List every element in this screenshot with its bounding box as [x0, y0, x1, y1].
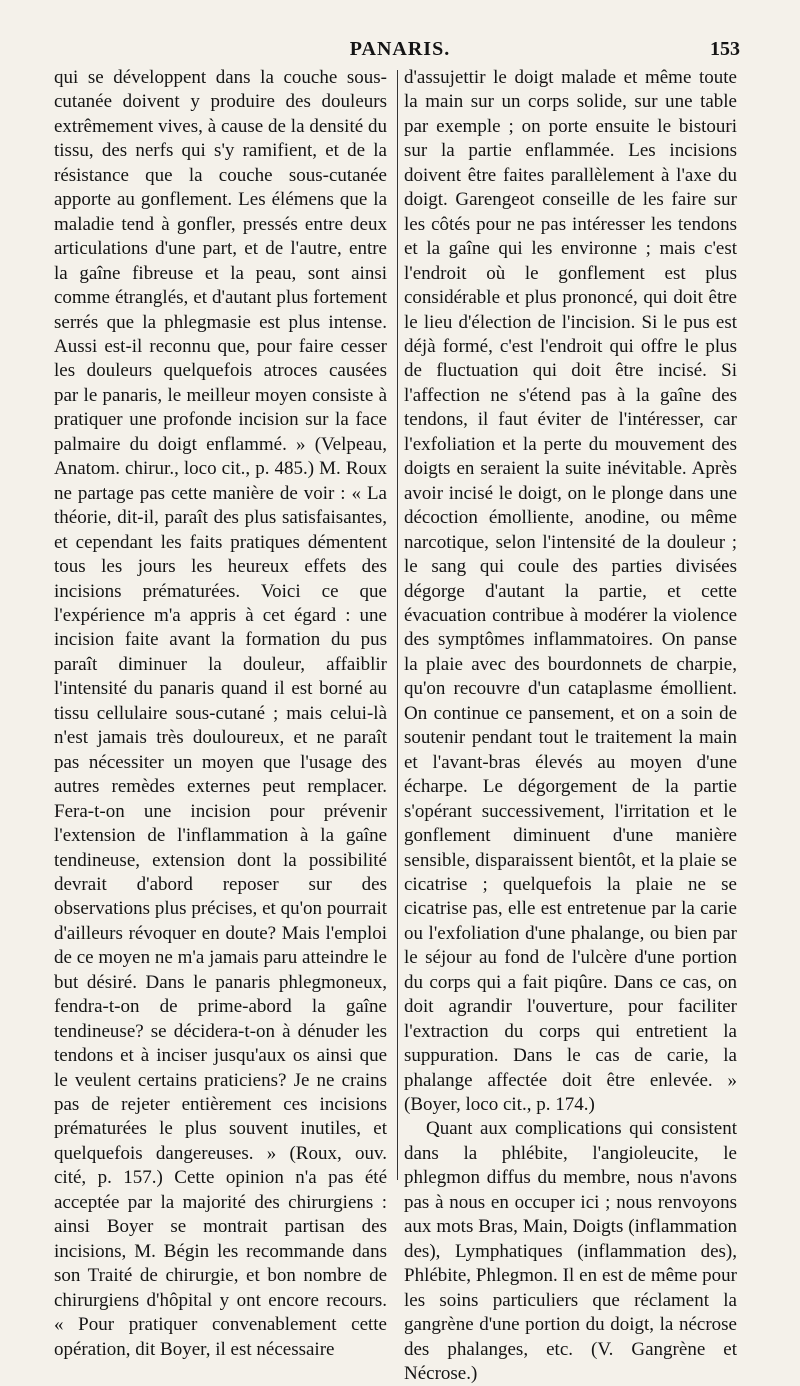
- page-number: 153: [710, 38, 740, 60]
- left-column-text: qui se développent dans la couche sous-cutanée doivent y produire des douleurs extrêmement vives, à cause de la densité du tissu, des nerfs qui s'y ramifient, et de la résistance que la couche sous-cutanée apporte au gonflement. Les élémens que la maladie tend à gonfler, pressés entre deux articulations d'une part, et de l'autre, entre la gaîne fibreuse et la peau, sont ainsi comme étranglés, et d'autant plus fortement serrés que la phlegmasie est plus intense. Aussi est-il reconnu que, pour faire cesser les douleurs quelquefois atroces causées par le panaris, le meilleur moyen consiste à pratiquer une profonde incision sur la face palmaire du doigt enflammé. » (Velpeau, Anatom. chirur., loco cit., p. 485.) M. Roux ne partage pas cette manière de voir : « La théorie, dit-il, paraît des plus satisfaisantes, et cependant les faits pratiques démentent tous les jours les heureux effets des incisions prématurées. Voici ce que l'expérience m'a appris à cet égard : une incision faite avant la formation du pus paraît diminuer la douleur, affaiblir l'intensité du panaris quand il est borné au tissu cellulaire sous-cutané ; mais celui-là n'est jamais très douloureux, et ne paraît pas nécessiter un moyen que l'usage des autres remèdes externes peut remplacer. Fera-t-on une incision pour prévenir l'extension de l'inflammation à la gaîne tendineuse, extension dont la possibilité devrait d'abord reposer sur des observations plus précises, et qu'on pourrait d'ailleurs révoquer en doute? Mais l'emploi de ce moyen ne m'a jamais paru atteindre le but désiré. Dans le panaris phlegmoneux, fendra-t-on de prime-abord la gaîne tendineuse? se décidera-t-on à dénuder les tendons et à inciser jusqu'aux os ainsi que le veulent certains praticiens? Je ne crains pas de rejeter entièrement ces incisions prématurées le plus souvent inutiles, et quelquefois dangereuses. » (Roux, ouv. cité, p. 157.) Cette opinion n'a pas été acceptée par la majorité des chirurgiens : ainsi Boyer se montrait partisan des incisions, M. Bégin les recommande dans son Traité de chirurgie, et bon nombre de chirurgiens d'hôpital y ont encore recours. « Pour pratiquer convenablement cette opération, dit Boyer, il est nécessaire: [54, 67, 387, 1360]
- right-column-paragraph-2: Quant aux complications qui consistent dans la phlébite, l'angioleucite, le phlegmon diffus du membre, nous n'avons pas à nous en occuper ici ; nous renvoyons aux mots Bras, Main, Doigts (inflammation des), Lymphatiques (inflammation des), Phlébite, Phlegmon. Il en est de même pour les soins particuliers que réclament la gangrène d'une portion du doigt, la nécrose des phalanges, etc. (V. Gangrène et Nécrose.): [404, 1118, 737, 1385]
- page-header: [60, 38, 740, 68]
- column-divider: [397, 70, 398, 1180]
- left-column: [54, 66, 387, 1362]
- right-column: [404, 66, 737, 1386]
- running-title: PANARIS.: [349, 38, 451, 60]
- right-column-paragraph-1: d'assujettir le doigt malade et même toute la main sur un corps solide, sur une table par exemple ; on porte ensuite le bistouri sur la partie enflammée. Les incisions doivent être faites parallèlement à l'axe du doigt. Garengeot conseille de les faire sur les côtés pour ne pas intéresser les tendons et la gaîne qui les environne ; mais c'est l'endroit où le gonflement est plus considérable et plus prononcé, qui doit être le lieu d'élection de l'incision. Si le pus est déjà formé, c'est l'endroit qui offre le plus de fluctuation qui doit être incisé. Si l'affection ne s'étend pas à la gaîne des tendons, il faut éviter de l'intéresser, car l'exfoliation et la perte du mouvement des doigts en seraient la suite inévitable. Après avoir incisé le doigt, on le plonge dans une décoction émolliente, anodine, ou même narcotique, selon l'intensité de la douleur ; le sang qui coule des parties divisées dégorge d'autant la partie, et cette évacuation contribue à modérer la violence des symptômes inflammatoires. On panse la plaie avec des bourdonnets de charpie, qu'on recouvre d'un cataplasme émollient. On continue ce pansement, et on a soin de soutenir pendant tout le traitement la main et l'avant-bras élevés au moyen d'une écharpe. Le dégorgement de la partie s'opérant successivement, l'irritation et le gonflement diminuent d'une manière sensible, disparaissent bientôt, et la plaie se cicatrise ; quelquefois la plaie ne se cicatrise pas, elle est entretenue par la carie ou l'exfoliation d'une phalange, ou bien par le séjour au fond de l'ulcère d'une portion du corps qui a fait piqûre. Dans ce cas, on doit agrandir l'ouverture, pour faciliter l'extraction du corps qui entretient la suppuration. Dans le cas de carie, la phalange affectée doit être enlevée. » (Boyer, loco cit., p. 174.): [404, 67, 737, 1116]
